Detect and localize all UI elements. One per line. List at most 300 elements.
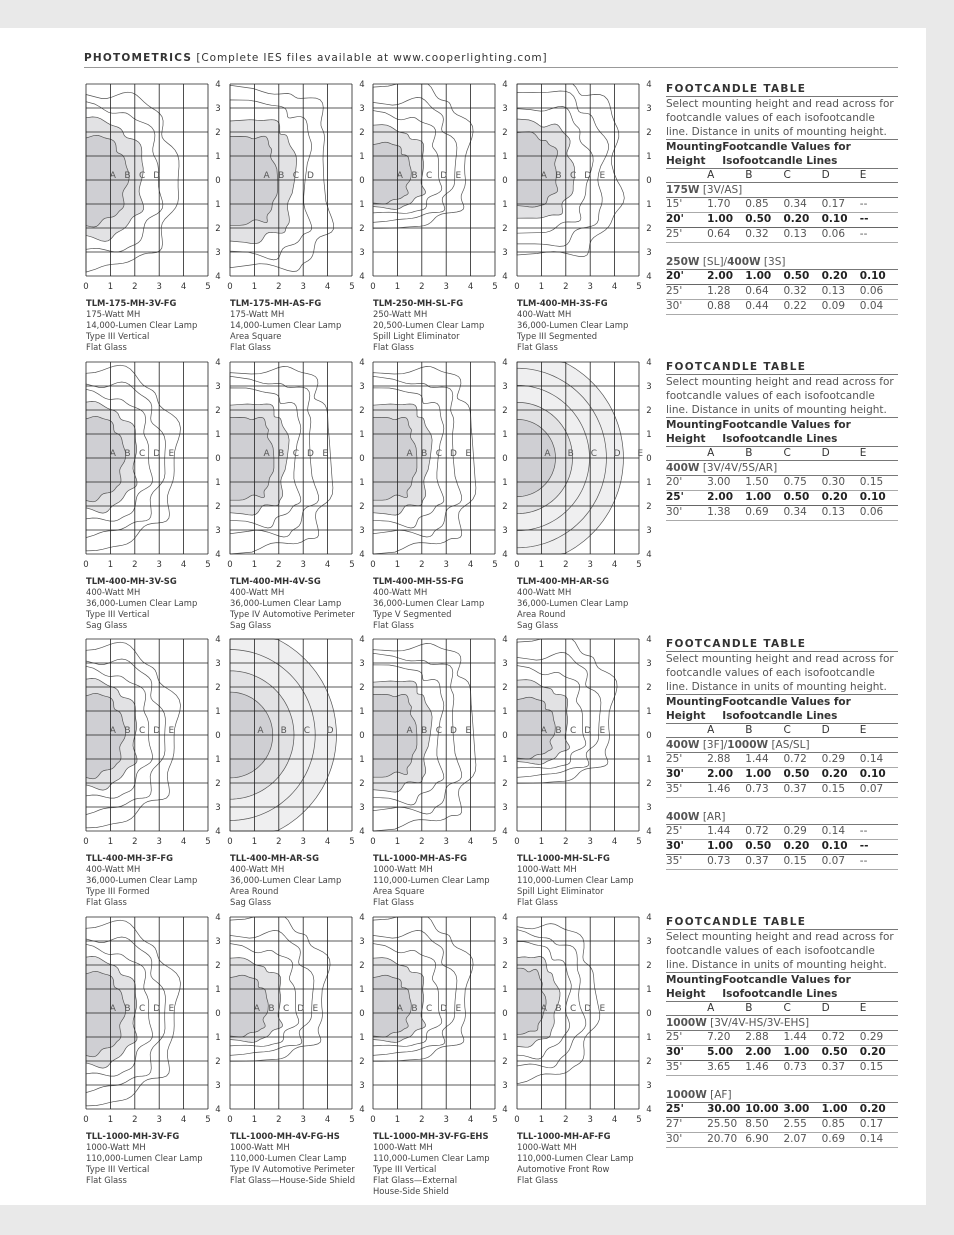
contour-letter: B (555, 726, 562, 736)
y-tick-label: 1 (502, 200, 508, 210)
caption-line: Area Square (373, 886, 425, 896)
values-header: Footcandle Values for Isofootcandle Lines (722, 974, 851, 1000)
y-tick-label: 2 (646, 128, 652, 138)
caption-line: House-Side Shield (373, 1186, 449, 1196)
table-header (666, 418, 898, 447)
y-tick-label: 2 (502, 502, 508, 512)
table-row (666, 768, 898, 783)
x-tick-label: 5 (636, 1115, 642, 1125)
x-tick-label: 3 (300, 1115, 306, 1125)
contour-letter: C (292, 171, 300, 181)
x-tick-label: 4 (180, 1115, 187, 1125)
footcandle-value-cell: 0.10 (859, 491, 886, 503)
y-tick-label: 1 (646, 1033, 652, 1043)
contour-letter: B (567, 449, 574, 459)
footcandle-value-cell: 1.44 (745, 753, 769, 765)
contour-letter: D (153, 726, 161, 736)
y-tick-label: 4 (215, 913, 221, 923)
footcandle-value-cell: 0.14 (821, 825, 846, 837)
mounting-height-cell: 35' (666, 1061, 683, 1073)
y-tick-label: 1 (502, 755, 508, 765)
y-tick-label: 3 (646, 1081, 652, 1091)
y-tick-label: 0 (359, 731, 365, 741)
footcandle-value-cell: 8.50 (745, 1118, 769, 1130)
y-tick-label: 2 (502, 779, 508, 789)
y-tick-label: 2 (502, 683, 508, 693)
caption-line: Flat Glass (517, 897, 558, 907)
y-tick-label: 3 (359, 1081, 365, 1091)
y-tick-label: 3 (502, 1081, 508, 1091)
wattage-group-label: 400W [3V/4V/5S/AR] (666, 461, 898, 476)
x-tick-label: 1 (394, 1115, 401, 1125)
caption-line: 1000-Watt MH (517, 1142, 577, 1152)
footcandle-value-cell: -- (859, 228, 868, 240)
footcandle-value-cell: 25.50 (707, 1118, 738, 1130)
table-title: FOOTCANDLE TABLE (666, 916, 898, 930)
x-tick-label: 5 (349, 282, 355, 292)
y-tick-label: 3 (502, 248, 508, 258)
footcandle-value-cell: 1.00 (821, 1103, 848, 1115)
x-tick-label: 2 (132, 560, 138, 570)
contour-letter: C (292, 449, 300, 459)
y-tick-label: 4 (646, 827, 652, 837)
contour-letter: B (421, 449, 428, 459)
y-tick-label: 3 (215, 248, 221, 258)
y-tick-label: 4 (215, 80, 221, 90)
values-header: Footcandle Values for Isofootcandle Lines (722, 141, 851, 167)
x-tick-label: 0 (514, 560, 520, 570)
table-header (666, 973, 898, 1002)
header-title: PHOTOMETRICS (84, 52, 193, 64)
caption-line: Type III Vertical (86, 609, 150, 619)
y-tick-label: 3 (502, 526, 508, 536)
table-row (666, 1046, 898, 1061)
x-tick-label: 3 (587, 282, 593, 292)
footcandle-value-cell: 0.50 (783, 768, 810, 780)
x-tick-label: 1 (251, 837, 258, 847)
y-tick-label: 3 (502, 803, 508, 813)
caption-line: 1000-Watt MH (517, 864, 577, 874)
y-tick-label: 1 (359, 430, 365, 440)
column-letter: B (745, 447, 753, 459)
contour-letter: D (440, 171, 448, 181)
chart-caption (86, 576, 197, 631)
chart-plot (370, 913, 511, 1129)
x-tick-label: 3 (300, 282, 306, 292)
x-tick-label: 1 (394, 837, 401, 847)
catalog-code: TLM-400-MH-3S-FG (517, 298, 608, 308)
y-tick-label: 4 (502, 550, 508, 560)
column-letters (666, 169, 898, 183)
contour-letter: B (268, 1004, 275, 1014)
table-row (666, 228, 898, 243)
chart-caption (373, 1131, 490, 1197)
caption-line: Type III Vertical (373, 1164, 437, 1174)
footcandle-value-cell: 1.44 (783, 1031, 807, 1043)
footcandle-value-cell: 0.20 (821, 491, 848, 503)
x-tick-label: 0 (227, 1115, 233, 1125)
chart-plot (514, 358, 655, 574)
x-tick-label: 2 (276, 560, 282, 570)
x-tick-label: 3 (156, 282, 162, 292)
contour-letter: E (465, 449, 472, 459)
caption-line: 36,000-Lumen Clear Lamp (86, 875, 198, 885)
y-tick-label: 1 (646, 755, 652, 765)
y-tick-label: 1 (646, 478, 652, 488)
y-tick-label: 4 (646, 272, 652, 282)
caption-line: 1000-Watt MH (230, 1142, 290, 1152)
footcandle-value-cell: -- (859, 198, 868, 210)
contour-letter: B (278, 449, 285, 459)
x-tick-label: 2 (419, 282, 425, 292)
caption-line: Spill Light Eliminator (373, 331, 460, 341)
y-tick-label: 1 (502, 152, 508, 162)
chart-plot (514, 80, 655, 296)
chart-plot (514, 635, 655, 851)
y-tick-label: 1 (502, 707, 508, 717)
wattage-group-label: 400W [AR] (666, 810, 898, 825)
catalog-code: TLL-1000-MH-AS-FG (373, 853, 468, 863)
column-letters (666, 1002, 898, 1016)
caption-line: Type III Segmented (517, 331, 598, 341)
y-tick-label: 2 (502, 224, 508, 234)
footcandle-value-cell: 0.64 (707, 228, 731, 240)
contour-letter: D (440, 1004, 448, 1014)
caption-line: 400-Watt MH (86, 864, 141, 874)
footcandle-value-cell: 1.00 (783, 1046, 810, 1058)
mounting-height-header: Mounting Height (666, 974, 723, 1000)
caption-line: Area Round (230, 886, 279, 896)
catalog-code: TLM-400-MH-AR-SG (517, 576, 609, 586)
x-tick-label: 1 (394, 282, 401, 292)
caption-line: 20,500-Lumen Clear Lamp (373, 320, 485, 330)
contour-letter: B (411, 1004, 418, 1014)
x-tick-label: 3 (443, 837, 449, 847)
contour-letter: A (540, 171, 547, 181)
mounting-height-cell: 27' (666, 1118, 683, 1130)
mounting-height-cell: 25' (666, 228, 683, 240)
contour-letter: E (637, 449, 644, 459)
table-description: Select mounting height and read across for footcandle values of each isofootcandle line. Distance in units of mounting height. (666, 930, 898, 973)
footcandle-value-cell: 0.15 (783, 855, 807, 867)
y-tick-label: 3 (502, 659, 508, 669)
footcandle-value-cell: -- (859, 213, 869, 225)
mounting-height-header: Mounting Height (666, 696, 723, 722)
page-header (84, 52, 898, 68)
caption-line: 110,000-Lumen Clear Lamp (86, 1153, 203, 1163)
mounting-height-cell: 30' (666, 1133, 683, 1145)
catalog-code: TLM-175-MH-AS-FG (230, 298, 322, 308)
wattage-group-label: 175W [3V/AS] (666, 183, 898, 198)
x-tick-label: 0 (227, 282, 233, 292)
y-tick-label: 2 (215, 1057, 221, 1067)
x-tick-label: 4 (611, 1115, 618, 1125)
x-tick-label: 5 (349, 1115, 355, 1125)
chart-caption (86, 1131, 203, 1186)
footcandle-value-cell: 2.88 (707, 753, 731, 765)
y-tick-label: 4 (215, 550, 221, 560)
footcandle-value-cell: 6.90 (745, 1133, 769, 1145)
y-tick-label: 2 (502, 961, 508, 971)
column-letter: C (783, 169, 791, 181)
wattage-group-label: 1000W [3V/4V-HS/3V-EHS] (666, 1016, 898, 1031)
contour-letter: D (307, 171, 314, 181)
x-tick-label: 5 (636, 560, 642, 570)
mounting-height-cell: 15' (666, 198, 683, 210)
caption-line: 36,000-Lumen Clear Lamp (517, 598, 629, 608)
x-tick-label: 4 (180, 837, 187, 847)
chart-caption (517, 1131, 634, 1186)
y-tick-label: 3 (359, 937, 365, 947)
x-tick-label: 2 (132, 282, 138, 292)
table-title: FOOTCANDLE TABLE (666, 83, 898, 97)
caption-line: 36,000-Lumen Clear Lamp (230, 598, 342, 608)
mounting-height-header: Mounting Height (666, 419, 723, 445)
column-letter: B (745, 169, 753, 181)
x-tick-label: 5 (492, 837, 498, 847)
y-tick-label: 1 (215, 755, 221, 765)
x-tick-label: 3 (443, 560, 449, 570)
caption-line: 14,000-Lumen Clear Lamp (230, 320, 342, 330)
contour-letter: B (124, 449, 131, 459)
footcandle-value-cell: 1.50 (745, 476, 769, 488)
footcandle-value-cell: 1.44 (707, 825, 731, 837)
column-letters (666, 447, 898, 461)
column-letter: D (821, 447, 830, 459)
y-tick-label: 0 (502, 1009, 508, 1019)
y-tick-label: 0 (502, 176, 508, 186)
mounting-height-cell: 20' (666, 270, 684, 282)
contour-letter: D (584, 171, 592, 181)
y-tick-label: 0 (646, 454, 652, 464)
footcandle-value-cell: 0.06 (821, 228, 846, 240)
chart-caption (86, 298, 197, 353)
y-tick-label: 3 (502, 382, 508, 392)
x-tick-label: 4 (180, 560, 187, 570)
footcandle-value-cell: 0.06 (859, 506, 884, 518)
x-tick-label: 5 (205, 837, 211, 847)
footcandle-value-cell: 0.72 (745, 825, 769, 837)
mounting-height-cell: 35' (666, 855, 683, 867)
contour-letter: A (396, 171, 403, 181)
y-tick-label: 4 (215, 358, 221, 368)
values-header: Footcandle Values for Isofootcandle Lines (722, 696, 851, 722)
footcandle-value-cell: 0.07 (859, 783, 884, 795)
contour-letter: A (544, 449, 551, 459)
x-tick-label: 1 (538, 282, 545, 292)
footcandle-value-cell: -- (859, 855, 868, 867)
caption-line: 1000-Watt MH (373, 1142, 433, 1152)
x-tick-label: 4 (180, 282, 187, 292)
catalog-code: TLL-1000-MH-4V-FG-HS (230, 1131, 340, 1141)
y-tick-label: 0 (215, 176, 221, 186)
column-letter: A (707, 447, 715, 459)
table-row (666, 1103, 898, 1118)
y-tick-label: 3 (359, 104, 365, 114)
y-tick-label: 4 (646, 1105, 652, 1115)
x-tick-label: 5 (205, 560, 211, 570)
y-tick-label: 4 (215, 827, 221, 837)
y-tick-label: 4 (359, 635, 365, 645)
y-tick-label: 1 (359, 707, 365, 717)
chart-plot (370, 358, 511, 574)
column-letter: E (859, 447, 867, 459)
x-tick-label: 2 (276, 837, 282, 847)
contour-letter: C (435, 449, 443, 459)
caption-line: 400-Watt MH (517, 587, 572, 597)
values-header: Footcandle Values for Isofootcandle Lines (722, 419, 851, 445)
footcandle-value-cell: 0.50 (821, 1046, 848, 1058)
mounting-height-cell: 25' (666, 1031, 683, 1043)
footcandle-value-cell: 2.00 (707, 270, 734, 282)
footcandle-value-cell: 0.15 (859, 1061, 884, 1073)
y-tick-label: 3 (502, 937, 508, 947)
x-tick-label: 1 (107, 282, 114, 292)
footcandle-value-cell: 0.85 (821, 1118, 846, 1130)
footcandle-value-cell: 0.72 (783, 753, 807, 765)
contour-letter: E (465, 726, 472, 736)
caption-line: 1000-Watt MH (373, 864, 433, 874)
chart-plot (227, 80, 368, 296)
y-tick-label: 1 (359, 152, 365, 162)
chart-plot (83, 80, 224, 296)
x-tick-label: 3 (156, 1115, 162, 1125)
footcandle-value-cell: 1.46 (707, 783, 731, 795)
x-tick-label: 2 (419, 837, 425, 847)
x-tick-label: 2 (419, 560, 425, 570)
x-tick-label: 1 (394, 560, 401, 570)
caption-line: Flat Glass (373, 342, 414, 352)
table-row (666, 506, 898, 521)
y-tick-label: 4 (502, 827, 508, 837)
contour-letter: A (263, 449, 270, 459)
chart-plot (370, 635, 511, 851)
y-tick-label: 2 (646, 961, 652, 971)
footcandle-value-cell: 0.15 (859, 476, 884, 488)
y-tick-label: 1 (502, 985, 508, 995)
caption-line: 175-Watt MH (86, 309, 141, 319)
y-tick-label: 4 (215, 272, 221, 282)
y-tick-label: 2 (359, 1057, 365, 1067)
table-title: FOOTCANDLE TABLE (666, 638, 898, 652)
x-tick-label: 1 (538, 837, 545, 847)
y-tick-label: 4 (359, 1105, 365, 1115)
caption-line: 110,000-Lumen Clear Lamp (230, 1153, 347, 1163)
y-tick-label: 3 (646, 803, 652, 813)
contour-letter: C (569, 171, 577, 181)
footcandle-value-cell: 3.00 (707, 476, 731, 488)
footcandle-value-cell: 7.20 (707, 1031, 731, 1043)
contour-letter: D (326, 726, 334, 736)
chart-caption (517, 298, 628, 353)
column-letter: D (821, 724, 830, 736)
table-row (666, 270, 898, 285)
y-tick-label: 2 (359, 406, 365, 416)
caption-line: 400-Watt MH (373, 587, 428, 597)
mounting-height-cell: 25' (666, 1103, 684, 1115)
x-tick-label: 0 (370, 1115, 376, 1125)
y-tick-label: 2 (502, 406, 508, 416)
caption-line: Flat Glass (373, 620, 414, 630)
footcandle-value-cell: 0.17 (821, 198, 846, 210)
chart-plot (83, 913, 224, 1129)
x-tick-label: 2 (563, 560, 569, 570)
caption-line: Flat Glass (86, 1175, 127, 1185)
y-tick-label: 1 (646, 152, 652, 162)
x-tick-label: 0 (370, 282, 376, 292)
footcandle-value-cell: 0.20 (783, 840, 810, 852)
table-description: Select mounting height and read across for footcandle values of each isofootcandle line. Distance in units of mounting height. (666, 375, 898, 418)
y-tick-label: 1 (215, 707, 221, 717)
footcandle-value-cell: 0.73 (783, 1061, 807, 1073)
y-tick-label: 2 (646, 779, 652, 789)
footcandle-value-cell: 0.06 (859, 285, 884, 297)
y-tick-label: 2 (502, 128, 508, 138)
footcandle-table (666, 638, 898, 870)
caption-line: Automotive Front Row (517, 1164, 610, 1174)
y-tick-label: 0 (502, 454, 508, 464)
y-tick-label: 2 (502, 1057, 508, 1067)
caption-line: 36,000-Lumen Clear Lamp (86, 598, 198, 608)
table-row (666, 855, 898, 870)
chart-caption (373, 576, 484, 631)
y-tick-label: 1 (215, 152, 221, 162)
catalog-code: TLL-1000-MH-SL-FG (517, 853, 610, 863)
column-letter: A (707, 1002, 715, 1014)
mounting-height-cell: 25' (666, 825, 683, 837)
footcandle-value-cell: 0.88 (707, 300, 731, 312)
group-gap (666, 243, 898, 255)
footcandle-value-cell: 0.32 (783, 285, 807, 297)
footcandle-value-cell: 1.70 (707, 198, 731, 210)
contour-letter: C (569, 726, 577, 736)
chart-caption (373, 853, 490, 908)
table-header (666, 140, 898, 169)
x-tick-label: 3 (443, 1115, 449, 1125)
contour-letter: A (109, 726, 116, 736)
caption-line: 36,000-Lumen Clear Lamp (373, 598, 485, 608)
contour-letter: A (540, 726, 547, 736)
group-gap (666, 798, 898, 810)
footcandle-value-cell: 1.00 (745, 491, 772, 503)
x-tick-label: 0 (370, 837, 376, 847)
y-tick-label: 2 (359, 779, 365, 789)
contour-letter: C (435, 726, 443, 736)
x-tick-label: 0 (370, 560, 376, 570)
y-tick-label: 1 (215, 200, 221, 210)
y-tick-label: 0 (646, 1009, 652, 1019)
caption-line: Type III Vertical (86, 331, 150, 341)
table-title: FOOTCANDLE TABLE (666, 361, 898, 375)
y-tick-label: 1 (359, 755, 365, 765)
y-tick-label: 2 (215, 779, 221, 789)
footcandle-value-cell: 0.29 (859, 1031, 884, 1043)
contour-letter: A (109, 449, 116, 459)
footcandle-value-cell: 0.29 (783, 825, 807, 837)
y-tick-label: 1 (359, 200, 365, 210)
y-tick-label: 3 (215, 526, 221, 536)
x-tick-label: 3 (156, 837, 162, 847)
footcandle-value-cell: 0.50 (745, 840, 772, 852)
x-tick-label: 0 (514, 282, 520, 292)
contour-letter: C (303, 726, 311, 736)
x-tick-label: 0 (83, 1115, 89, 1125)
y-tick-label: 1 (502, 1033, 508, 1043)
footcandle-value-cell: 0.32 (745, 228, 769, 240)
footcandle-value-cell: 0.69 (821, 1133, 846, 1145)
x-tick-label: 5 (492, 282, 498, 292)
footcandle-value-cell: 10.00 (745, 1103, 779, 1115)
